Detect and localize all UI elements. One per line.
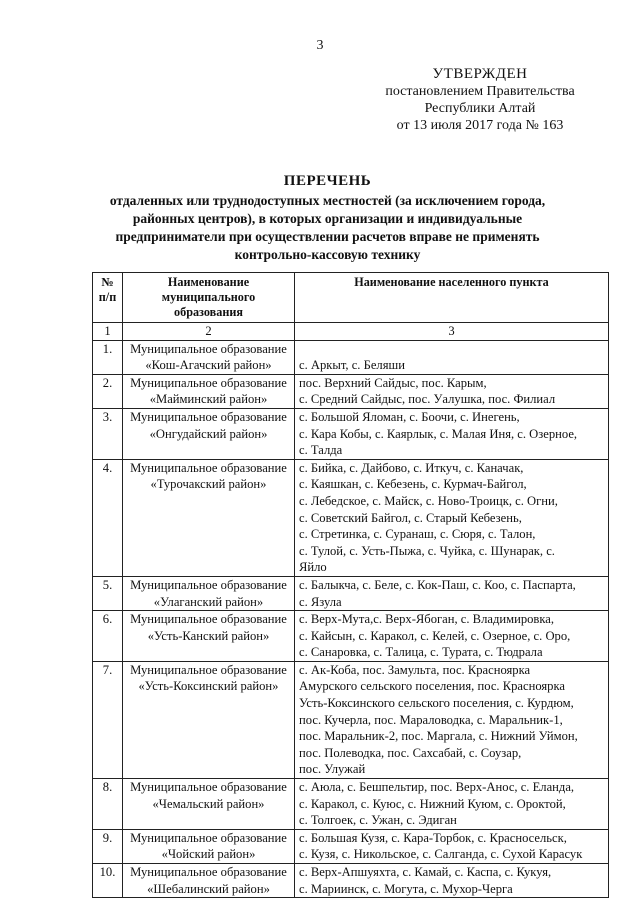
- table-row: [93, 576, 609, 610]
- municipality-name: [123, 611, 295, 662]
- settlement-line: с. Язула: [299, 594, 342, 609]
- row-number: 1.: [93, 340, 123, 374]
- settlement-line: пос. Полеводка, пос. Сахсабай, с. Соузар,: [299, 745, 522, 760]
- header-num: № п/п: [93, 273, 123, 323]
- settlement-line: с. Лебедское, с. Майск, с. Ново-Троицк, с. Огни,: [299, 493, 558, 508]
- municipality-line: «Чемальский район»: [152, 796, 265, 811]
- settlements-list: [295, 408, 609, 459]
- settlement-line: с. Стретинка, с. Суранаш, с. Сюря, с. Талон,: [299, 527, 536, 542]
- municipality-line: «Шебалинский район»: [147, 881, 270, 896]
- municipality-line: «Майминский район»: [149, 392, 268, 407]
- settlement-line: с. Каяшкан, с. Кебезень, с. Курмач-Байгол,: [299, 477, 527, 492]
- settlement-line: с. Кузя, с. Никольское, с. Салганда, с. Сухой Карасук: [299, 847, 583, 862]
- municipality-line: «Усть-Канский район»: [147, 628, 270, 643]
- settlements-list: [295, 340, 609, 374]
- settlement-line: с. Верх-Апшуяхта, с. Камай, с. Каспа, с. Кукуя,: [299, 865, 552, 879]
- row-number: 8.: [93, 779, 123, 830]
- municipality-name: [123, 576, 295, 610]
- approval-line: Республики Алтай: [424, 101, 536, 116]
- municipality-line: Муниципальное образование: [130, 865, 287, 879]
- settlements-list: [295, 611, 609, 662]
- municipality-line: Муниципальное образование: [130, 577, 287, 592]
- settlements-list: [295, 459, 609, 576]
- municipality-line: «Турочакский район»: [150, 477, 267, 492]
- subheading-line: отдаленных или труднодоступных местностей (за исключением города,: [109, 193, 546, 208]
- settlement-line: пос. Маральник-2, пос. Маргала, с. Нижний Уймон,: [299, 729, 578, 744]
- subheading-line: предприниматели при осуществлении расчетов вправе не применять: [115, 229, 540, 244]
- settlement-line: с. Талда: [299, 443, 343, 458]
- municipality-line: Муниципальное образование: [130, 460, 287, 475]
- settlement-line: с. Санаровка, с. Талица, с. Турата, с. Тюдрала: [299, 645, 543, 660]
- municipality-name: [123, 340, 295, 374]
- settlements-list: [295, 576, 609, 610]
- row-number: 2.: [93, 374, 123, 408]
- approval-line: постановлением Правительства: [385, 84, 575, 99]
- document-title: [95, 172, 560, 264]
- settlements-table: [92, 272, 609, 898]
- header-settlements: Наименование населенного пункта: [295, 273, 609, 323]
- settlement-line: с. Ак-Коба, пос. Замульта, пос. Красноярка: [299, 662, 531, 677]
- table-row: [93, 661, 609, 778]
- subheading-line: районных центров), в которых организации и индивидуальные: [132, 211, 523, 226]
- municipality-line: Муниципальное образование: [130, 830, 287, 845]
- table-row: [93, 374, 609, 408]
- settlement-line: Усть-Коксинского сельского поселения, с. Курдюм,: [299, 696, 574, 711]
- settlement-line: с. Советский Байгол, с. Старый Кебезень,: [299, 510, 522, 525]
- settlement-line: с. Аркыт, с. Беляши: [299, 358, 405, 373]
- row-number: 6.: [93, 611, 123, 662]
- municipality-name: [123, 374, 295, 408]
- municipality-name: [123, 864, 295, 898]
- settlement-line: с. Аюла, с. Бешпельтир, пос. Верх-Анос, с. Еланда,: [299, 780, 575, 795]
- settlement-line: пос. Верхний Сайдыс, пос. Карым,: [299, 375, 487, 390]
- row-number: 5.: [93, 576, 123, 610]
- settlement-line: пос. Улужай: [299, 762, 366, 777]
- approval-title: УТВЕРЖДЕН: [432, 66, 528, 82]
- table-row: [93, 408, 609, 459]
- settlements-list: [295, 829, 609, 863]
- settlement-line: с. Толгоек, с. Ужан, с. Эдиган: [299, 813, 457, 828]
- settlement-line: [299, 341, 604, 358]
- column-index: 3: [295, 323, 609, 341]
- table-row: [93, 340, 609, 374]
- row-number: 10.: [93, 864, 123, 898]
- settlement-line: с. Кайсын, с. Каракол, с. Келей, с. Озерное, с. Оро,: [299, 628, 571, 643]
- municipality-name: [123, 829, 295, 863]
- row-number: 4.: [93, 459, 123, 576]
- municipality-line: Муниципальное образование: [130, 341, 287, 356]
- column-index: 2: [123, 323, 295, 341]
- settlements-list: [295, 374, 609, 408]
- document-heading: ПЕРЕЧЕНЬ: [283, 173, 372, 189]
- column-index: 1: [93, 323, 123, 341]
- municipality-line: «Улаганский район»: [153, 594, 264, 609]
- municipality-line: «Усть-Коксинский район»: [138, 679, 279, 694]
- table-row: [93, 779, 609, 830]
- settlement-line: с. Верх-Мута,с. Верх-Ябоган, с. Владимировка,: [299, 612, 555, 627]
- table-row: [93, 459, 609, 576]
- table-row: [93, 864, 609, 898]
- municipality-line: Муниципальное образование: [130, 780, 287, 795]
- municipality-line: «Чойский район»: [161, 847, 256, 862]
- municipality-line: Муниципальное образование: [130, 375, 287, 390]
- subheading-line: контрольно-кассовую технику: [234, 247, 421, 262]
- municipality-name: [123, 779, 295, 830]
- column-index-row: [93, 323, 609, 341]
- settlement-line: с. Кара Кобы, с. Каярлык, с. Малая Иня, с. Озерное,: [299, 426, 578, 441]
- header-municipality: Наименование муниципального образования: [123, 273, 295, 323]
- settlement-line: с. Тулой, с. Усть-Пыжа, с. Чуйка, с. Шунарак, с.: [299, 543, 555, 558]
- municipality-line: Муниципальное образование: [130, 662, 287, 677]
- page-number: 3: [316, 38, 324, 53]
- municipality-name: [123, 408, 295, 459]
- municipality-line: Муниципальное образование: [130, 612, 287, 627]
- table-header-row: [93, 273, 609, 323]
- municipality-name: [123, 661, 295, 778]
- settlement-line: Яйло: [299, 560, 327, 575]
- settlements-list: [295, 864, 609, 898]
- settlements-list: [295, 779, 609, 830]
- settlement-line: с. Мариинск, с. Могута, с. Мухор-Черга: [299, 881, 513, 896]
- approval-stamp: [380, 66, 580, 134]
- municipality-line: «Онгудайский район»: [149, 426, 268, 441]
- settlement-line: Амурского сельского поселения, пос. Красноярка: [299, 679, 565, 694]
- settlement-line: с. Средний Сайдыс, пос. Уалушка, пос. Филиал: [299, 392, 556, 407]
- row-number: 7.: [93, 661, 123, 778]
- municipality-line: Муниципальное образование: [130, 409, 287, 424]
- settlement-line: с. Большая Кузя, с. Кара-Торбок, с. Красносельск,: [299, 830, 567, 845]
- settlement-line: с. Большой Яломан, с. Боочи, с. Инегень,: [299, 409, 520, 424]
- table-row: [93, 611, 609, 662]
- settlements-list: [295, 661, 609, 778]
- approval-line: от 13 июля 2017 года № 163: [396, 118, 564, 133]
- row-number: 3.: [93, 408, 123, 459]
- settlement-line: с. Бийка, с. Дайбово, с. Иткуч, с. Каначак,: [299, 460, 524, 475]
- municipality-name: [123, 459, 295, 576]
- row-number: 9.: [93, 829, 123, 863]
- settlement-line: с. Балыкча, с. Беле, с. Кок-Паш, с. Коо, с. Паспарта,: [299, 577, 576, 592]
- municipality-line: «Кош-Агачский район»: [145, 358, 272, 373]
- table-row: [93, 829, 609, 863]
- settlement-line: пос. Кучерла, пос. Мараловодка, с. Маральник-1,: [299, 712, 563, 727]
- settlement-line: с. Каракол, с. Куюс, с. Нижний Куюм, с. Ороктой,: [299, 796, 566, 811]
